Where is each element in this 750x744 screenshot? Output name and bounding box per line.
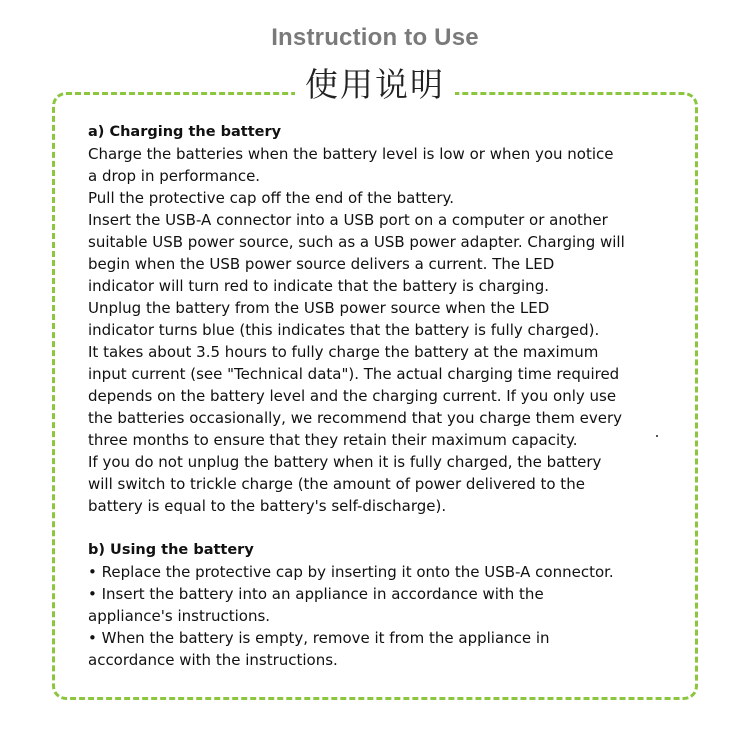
section-a-line: It takes about 3.5 hours to fully charge the battery at the maximum bbox=[88, 343, 599, 361]
section-a-line: will switch to trickle charge (the amount of power delivered to the bbox=[88, 475, 585, 493]
stray-dot bbox=[656, 435, 658, 437]
section-a-line: depends on the battery level and the charging current. If you only use bbox=[88, 387, 617, 405]
section-a-line: Pull the protective cap off the end of the battery. bbox=[88, 189, 454, 207]
section-b-line: • Insert the battery into an appliance in accordance with the bbox=[88, 585, 544, 603]
section-a-text bbox=[88, 143, 628, 517]
section-b-line: appliance's instructions. bbox=[88, 607, 271, 625]
section-a-line: indicator will turn red to indicate that the battery is charging. bbox=[88, 277, 549, 295]
section-b-line: accordance with the instructions. bbox=[88, 651, 338, 669]
section-a-line: input current (see "Technical data"). The actual charging time required bbox=[88, 365, 620, 383]
section-a-line: suitable USB power source, such as a USB power adapter. Charging will bbox=[88, 233, 625, 251]
section-a-line: three months to ensure that they retain their maximum capacity. bbox=[88, 431, 578, 449]
section-b-heading: b) Using the battery bbox=[88, 542, 254, 558]
section-a-line: a drop in performance. bbox=[88, 167, 261, 185]
section-a-line: the batteries occasionally, we recommend that you charge them every bbox=[88, 409, 623, 427]
section-a-line: Unplug the battery from the USB power source when the LED bbox=[88, 299, 550, 317]
section-b-text bbox=[88, 561, 628, 671]
page-title: Instruction to Use bbox=[271, 24, 479, 51]
section-b-line: • When the battery is empty, remove it from the appliance in bbox=[88, 629, 550, 647]
instructions-body bbox=[88, 121, 628, 671]
section-a-line: battery is equal to the battery's self-discharge). bbox=[88, 497, 447, 515]
section-a-line: Charge the batteries when the battery level is low or when you notice bbox=[88, 145, 614, 163]
section-a-line: If you do not unplug the battery when it is fully charged, the battery bbox=[88, 453, 602, 471]
section-b-line: • Replace the protective cap by inserting it onto the USB-A connector. bbox=[88, 563, 614, 581]
section-gap bbox=[88, 517, 628, 539]
section-a-line: Insert the USB-A connector into a USB port on a computer or another bbox=[88, 211, 608, 229]
section-a-line: indicator turns blue (this indicates that the battery is fully charged). bbox=[88, 321, 600, 339]
section-a-line: begin when the USB power source delivers a current. The LED bbox=[88, 255, 555, 273]
chinese-subtitle: 使用说明 bbox=[295, 62, 455, 108]
section-a-heading: a) Charging the battery bbox=[88, 124, 282, 140]
